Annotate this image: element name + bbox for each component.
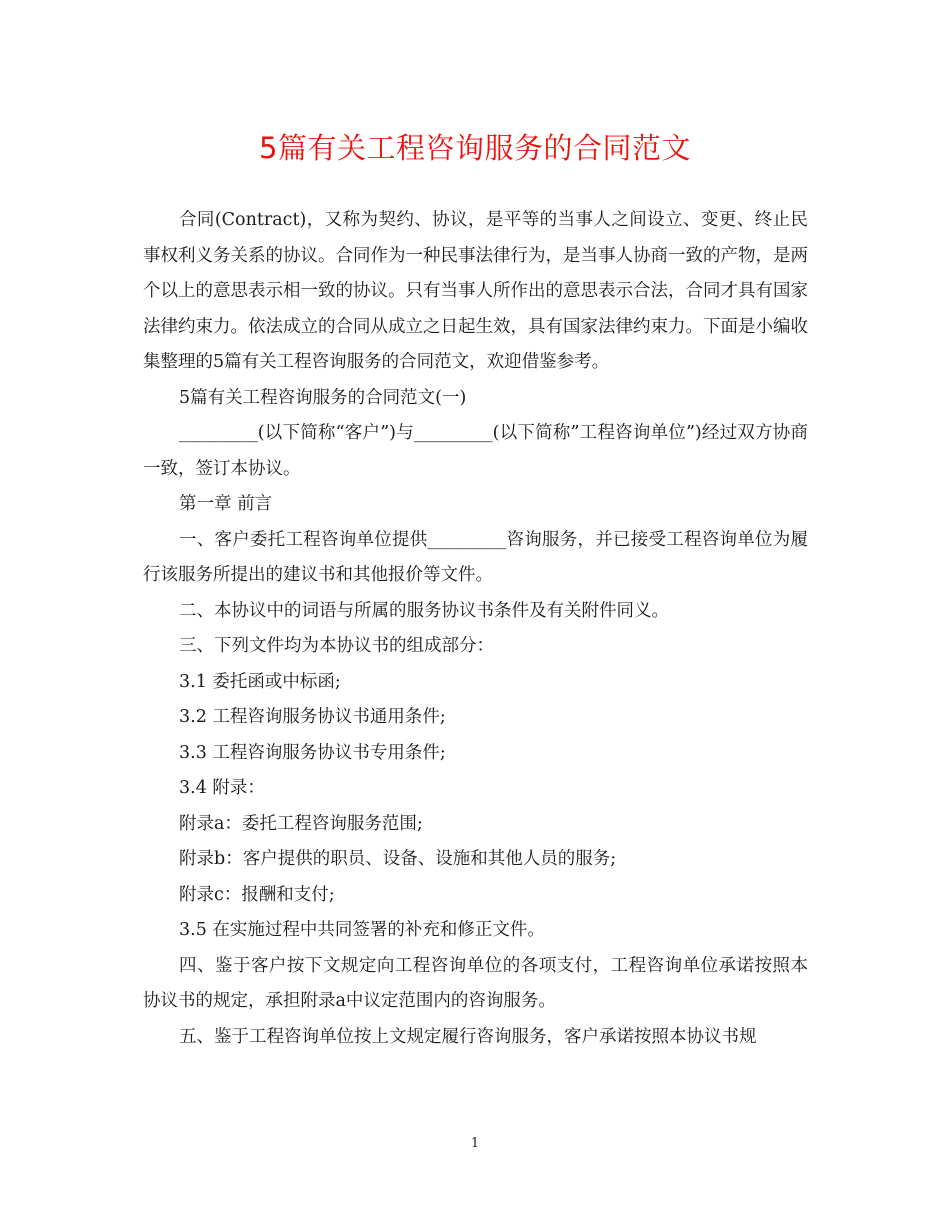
- clause-1: 一、客户委托工程咨询单位提供_________咨询服务，并已接受工程咨询单位为履行该服务所提出的建议书和其他报价等文件。: [143, 529, 808, 585]
- document-title: 5篇有关工程咨询服务的合同范文: [259, 131, 691, 165]
- appendix-c: 附录c：报酬和支付;: [179, 884, 335, 905]
- section-heading: 5篇有关工程咨询服务的合同范文(一): [179, 387, 467, 408]
- parties-paragraph: _________(以下简称“客户”)与_________(以下简称”工程咨询单位”)经过双方协商一致，签订本协议。: [143, 423, 808, 479]
- clause-2: 二、本协议中的词语与所属的服务协议书条件及有关附件同义。: [179, 600, 669, 621]
- clause-3: 三、下列文件均为本协议书的组成部分：: [179, 636, 494, 656]
- clause-3-2: 3.2 工程咨询服务协议书通用条件;: [179, 707, 446, 727]
- clause-3-5: 3.5 在实施过程中共同签署的补充和修正文件。: [179, 920, 545, 940]
- chapter-heading: 第一章 前言: [179, 494, 273, 514]
- document-body: [143, 203, 808, 1055]
- clause-4: 四、鉴于客户按下文规定向工程咨询单位的各项支付，工程咨询单位承诺按照本协议书的规定，承担附录a中议定范围内的咨询服务。: [143, 955, 808, 1011]
- clause-3-1: 3.1 委托函或中标函;: [179, 671, 341, 692]
- appendix-a: 附录a：委托工程咨询服务范围;: [179, 813, 423, 834]
- intro-paragraph: 合同(Contract)，又称为契约、协议，是平等的当事人之间设立、变更、终止民事权利义务关系的协议。合同作为一种民事法律行为，是当事人协商一致的产物，是两个以上的意思表示相一致的协议。只有当事人所作出的意思表示合法，合同才具有国家法律约束力。依法成立的合同从成立之日起生效，具有国家法律约束力。下面是小编收集整理的5篇有关工程咨询服务的合同范文，欢迎借鉴参考。: [143, 210, 808, 372]
- appendix-b: 附录b：客户提供的职员、设备、设施和其他人员的服务;: [179, 849, 617, 869]
- page-number: 1: [470, 1136, 480, 1151]
- clause-3-4: 3.4 附录：: [179, 778, 265, 798]
- clause-3-3: 3.3 工程咨询服务协议书专用条件;: [179, 742, 446, 763]
- clause-5: 五、鉴于工程咨询单位按上文规定履行咨询服务，客户承诺按照本协议书规: [179, 1026, 757, 1047]
